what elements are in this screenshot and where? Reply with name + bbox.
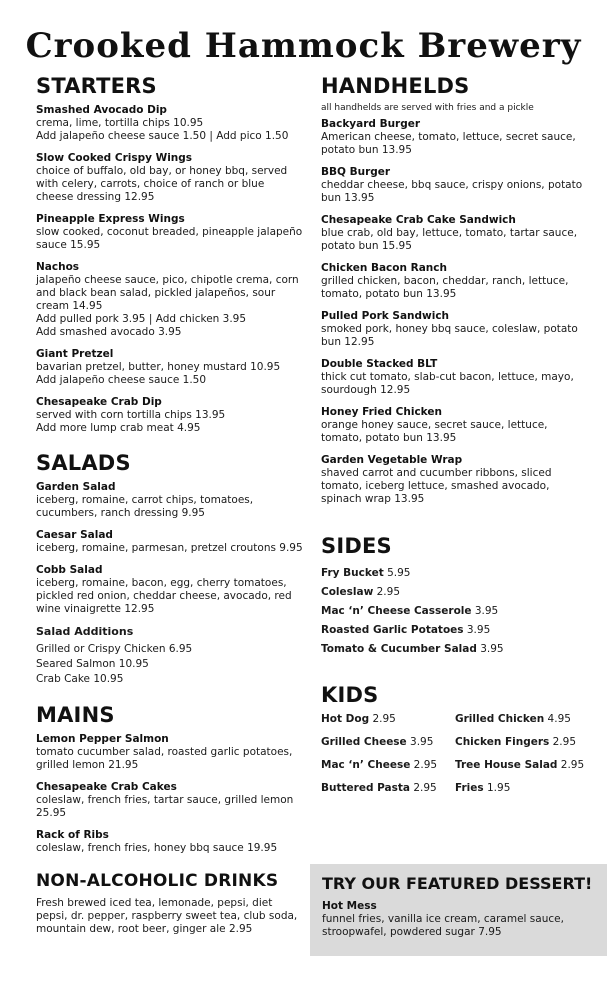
dessert-heading: TRY OUR FEATURED DESSERT! bbox=[322, 874, 593, 893]
drinks-section bbox=[36, 873, 304, 936]
side-item bbox=[321, 564, 591, 583]
item-desc: shaved carrot and cucumber ribbons, sliced tomato, iceberg lettuce, smashed avocado, spinach wrap 13.95 bbox=[321, 467, 552, 505]
side-item bbox=[321, 621, 591, 640]
menu-item bbox=[36, 529, 304, 555]
menu-item bbox=[321, 406, 591, 445]
side-name: Mac ‘n’ Cheese Casserole bbox=[321, 605, 472, 617]
item-desc: coleslaw, french fries, honey bbq sauce 19.95 bbox=[36, 842, 278, 854]
item-name: Slow Cooked Crispy Wings bbox=[36, 152, 193, 164]
item-name: Chesapeake Crab Cake Sandwich bbox=[321, 214, 516, 226]
item-name: Chesapeake Crab Dip bbox=[36, 396, 162, 408]
kids-item-price: 1.95 bbox=[487, 782, 511, 794]
salad-addition: Grilled or Crispy Chicken 6.95 bbox=[36, 643, 193, 655]
menu-item bbox=[36, 829, 304, 855]
kids-item bbox=[455, 713, 591, 726]
right-column bbox=[321, 76, 591, 813]
kids-item-price: 2.95 bbox=[372, 713, 396, 725]
side-price: 3.95 bbox=[480, 643, 504, 655]
item-name: Cobb Salad bbox=[36, 564, 103, 576]
dessert-desc: funnel fries, vanilla ice cream, caramel sauce, stroopwafel, powdered sugar 7.95 bbox=[322, 913, 564, 938]
menu-item bbox=[36, 261, 304, 339]
menu-item bbox=[36, 781, 304, 820]
item-name: Lemon Pepper Salmon bbox=[36, 733, 169, 745]
item-desc: bavarian pretzel, butter, honey mustard 10.95 bbox=[36, 361, 281, 373]
item-name: Caesar Salad bbox=[36, 529, 113, 541]
item-desc: coleslaw, french fries, tartar sauce, grilled lemon 25.95 bbox=[36, 794, 294, 819]
item-addon: Add more lump crab meat 4.95 bbox=[36, 422, 201, 434]
kids-item bbox=[455, 736, 591, 749]
section-title-drinks: NON-ALCOHOLIC DRINKS bbox=[36, 871, 279, 891]
menu-item bbox=[36, 396, 304, 435]
item-desc: iceberg, romaine, bacon, egg, cherry tomatoes, pickled red onion, cheddar cheese, avocado, red wine vinaigrette 12.95 bbox=[36, 577, 292, 615]
kids-item-name: Fries bbox=[455, 782, 484, 794]
menu-item bbox=[36, 481, 304, 520]
side-item bbox=[321, 640, 591, 659]
menu-item bbox=[36, 348, 304, 387]
side-name: Coleslaw bbox=[321, 586, 374, 598]
section-title-salads: SALADS bbox=[36, 451, 131, 475]
side-item bbox=[321, 583, 591, 602]
menu-item bbox=[321, 454, 591, 506]
item-name: Giant Pretzel bbox=[36, 348, 114, 360]
kids-item-price: 2.95 bbox=[413, 759, 438, 771]
side-price: 3.95 bbox=[474, 605, 499, 617]
featured-dessert-box bbox=[310, 864, 607, 956]
menu-item bbox=[36, 213, 304, 252]
kids-item-name: Hot Dog bbox=[321, 713, 370, 725]
item-desc: cheddar cheese, bbq sauce, crispy onions, potato bun 13.95 bbox=[321, 179, 583, 204]
kids-item bbox=[321, 736, 455, 749]
kids-item bbox=[321, 713, 455, 726]
side-item bbox=[321, 602, 591, 621]
kids-item-name: Mac ‘n’ Cheese bbox=[321, 759, 411, 771]
item-addon: Add smashed avocado 3.95 bbox=[36, 326, 182, 338]
item-name: BBQ Burger bbox=[321, 166, 391, 178]
kids-item bbox=[321, 782, 455, 795]
salads-section bbox=[36, 453, 304, 687]
side-price: 3.95 bbox=[466, 624, 491, 636]
item-addon: Add jalapeño cheese sauce 1.50 | Add pico 1.50 bbox=[36, 130, 289, 142]
item-desc: choice of buffalo, old bay, or honey bbq, served with celery, carrots, choice of ranch or blue cheese dressing 12.95 bbox=[36, 165, 288, 203]
item-name: Smashed Avocado Dip bbox=[36, 104, 167, 116]
item-name: Garden Vegetable Wrap bbox=[321, 454, 463, 466]
salad-addition: Seared Salmon 10.95 bbox=[36, 658, 149, 670]
salad-addition: Crab Cake 10.95 bbox=[36, 673, 124, 685]
menu-item bbox=[321, 118, 591, 157]
kids-section bbox=[321, 685, 591, 795]
item-desc: iceberg, romaine, carrot chips, tomatoes, cucumbers, ranch dressing 9.95 bbox=[36, 494, 254, 519]
dessert-name: Hot Mess bbox=[322, 900, 377, 912]
item-name: Honey Fried Chicken bbox=[321, 406, 442, 418]
brand-title: Crooked Hammock Brewery bbox=[25, 26, 582, 66]
kids-item-price: 4.95 bbox=[547, 713, 571, 725]
item-desc: American cheese, tomato, lettuce, secret sauce, potato bun 13.95 bbox=[321, 131, 576, 156]
kids-item bbox=[321, 759, 455, 772]
kids-item-name: Buttered Pasta bbox=[321, 782, 410, 794]
side-price: 5.95 bbox=[387, 567, 411, 579]
menu-item bbox=[36, 564, 304, 616]
kids-item-name: Tree House Salad bbox=[455, 759, 558, 771]
item-desc: jalapeño cheese sauce, pico, chipotle crema, corn and black bean salad, pickled jalapeños, sour cream 14.95 bbox=[36, 274, 299, 312]
item-name: Double Stacked BLT bbox=[321, 358, 438, 370]
item-name: Chicken Bacon Ranch bbox=[321, 262, 447, 274]
left-column bbox=[36, 76, 304, 954]
drinks-list: Fresh brewed iced tea, lemonade, pepsi, diet pepsi, dr. pepper, raspberry sweet tea, club soda, mountain dew, root beer, ginger ale 2.95 bbox=[36, 897, 298, 935]
item-desc: crema, lime, tortilla chips 10.95 bbox=[36, 117, 204, 129]
sides-section bbox=[321, 536, 591, 659]
kids-item-price: 2.95 bbox=[560, 759, 585, 771]
kids-item bbox=[455, 759, 591, 772]
item-addon: Add jalapeño cheese sauce 1.50 bbox=[36, 374, 207, 386]
section-title-kids: KIDS bbox=[321, 683, 379, 707]
section-title-starters: STARTERS bbox=[36, 74, 157, 98]
menu-item bbox=[36, 104, 304, 143]
item-desc: iceberg, romaine, parmesan, pretzel croutons 9.95 bbox=[36, 542, 303, 554]
item-name: Chesapeake Crab Cakes bbox=[36, 781, 177, 793]
item-name: Pulled Pork Sandwich bbox=[321, 310, 450, 322]
item-name: Backyard Burger bbox=[321, 118, 421, 130]
handhelds-note: all handhelds are served with fries and a pickle bbox=[321, 103, 534, 113]
kids-item-price: 2.95 bbox=[413, 782, 437, 794]
salad-additions-heading: Salad Additions bbox=[36, 625, 134, 638]
kids-item-price: 2.95 bbox=[552, 736, 577, 748]
handhelds-section bbox=[321, 76, 591, 506]
menu-item bbox=[321, 358, 591, 397]
item-desc: smoked pork, honey bbq sauce, coleslaw, potato bun 12.95 bbox=[321, 323, 578, 348]
item-desc: slow cooked, coconut breaded, pineapple jalapeño sauce 15.95 bbox=[36, 226, 303, 251]
menu-item bbox=[321, 166, 591, 205]
kids-item-name: Grilled Chicken bbox=[455, 713, 545, 725]
kids-item-name: Chicken Fingers bbox=[455, 736, 550, 748]
section-title-sides: SIDES bbox=[321, 534, 392, 558]
item-desc: thick cut tomato, slab-cut bacon, lettuce, mayo, sourdough 12.95 bbox=[321, 371, 574, 396]
menu-item bbox=[321, 262, 591, 301]
kids-grid bbox=[321, 713, 591, 795]
side-price: 2.95 bbox=[376, 586, 401, 598]
menu-item bbox=[321, 214, 591, 253]
item-name: Garden Salad bbox=[36, 481, 116, 493]
side-name: Fry Bucket bbox=[321, 567, 384, 579]
menu-item bbox=[36, 733, 304, 772]
kids-item-price: 3.95 bbox=[410, 736, 434, 748]
item-desc: orange honey sauce, secret sauce, lettuce, tomato, potato bun 13.95 bbox=[321, 419, 548, 444]
item-desc: tomato cucumber salad, roasted garlic potatoes, grilled lemon 21.95 bbox=[36, 746, 293, 771]
item-desc: blue crab, old bay, lettuce, tomato, tartar sauce, potato bun 15.95 bbox=[321, 227, 578, 252]
menu-item bbox=[36, 152, 304, 204]
side-name: Tomato & Cucumber Salad bbox=[321, 643, 477, 655]
section-title-handhelds: HANDHELDS bbox=[321, 74, 470, 98]
side-name: Roasted Garlic Potatoes bbox=[321, 624, 464, 636]
item-name: Nachos bbox=[36, 261, 80, 273]
item-desc: grilled chicken, bacon, cheddar, ranch, lettuce, tomato, potato bun 13.95 bbox=[321, 275, 569, 300]
kids-item bbox=[455, 782, 591, 795]
item-desc: served with corn tortilla chips 13.95 bbox=[36, 409, 226, 421]
menu-item bbox=[321, 310, 591, 349]
starters-section bbox=[36, 76, 304, 435]
section-title-mains: MAINS bbox=[36, 703, 115, 727]
item-name: Rack of Ribs bbox=[36, 829, 109, 841]
mains-section bbox=[36, 705, 304, 855]
item-addon: Add pulled pork 3.95 | Add chicken 3.95 bbox=[36, 313, 247, 325]
item-name: Pineapple Express Wings bbox=[36, 213, 185, 225]
kids-item-name: Grilled Cheese bbox=[321, 736, 407, 748]
